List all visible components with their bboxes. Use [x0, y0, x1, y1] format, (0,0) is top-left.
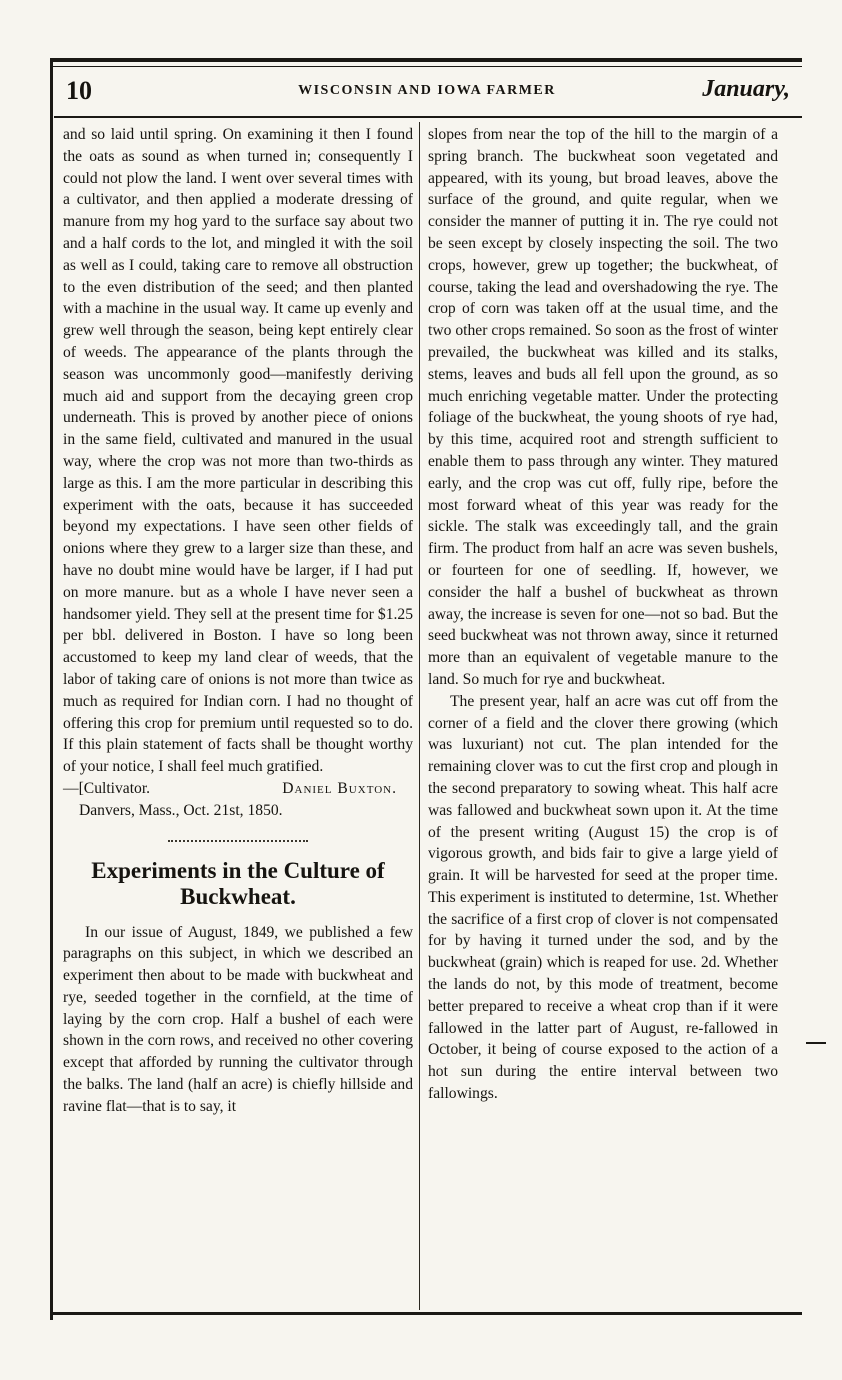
attribution-source: —[Cultivator. — [63, 779, 151, 797]
left-paragraph-2: In our issue of August, 1849, we published a few paragraphs on this subject, in which we described an experiment then about to be made with buckwheat and rye, seeded together in the cornfield, at the time of laying by the corn crop. Half a bushel of each were shown in the corn rows, and received no other covering except that afforded by running the cultivator through the balks. The land (half an acre) is chiefly hillside and ravine flat—that is to say, it — [63, 923, 413, 1115]
header-rule — [54, 116, 802, 118]
right-paragraph-1: slopes from near the top of the hill to the margin of a spring branch. The buckwheat soon vegetated and appeared, with its young, but broad leaves, above the surface of the ground, and quite regular, when we consider the manner of putting it in. The rye could not be seen except by closely inspecting the soil. The two crops, however, grew up together; the buckwheat, of course, taking the lead and overshadowing the rye. The crop of corn was taken off at the usual time, and the two other crops remained. So soon as the frost of winter prevailed, the buckwheat was killed and its stalks, stems, leaves and buds all fell upon the ground, as so much enriching vegetable matter. Under the protecting foliage of the buckwheat, the young shoots of rye had, by this time, acquired root and strength sufficient to enable them to pass through any winter. They matured early, and the crop was cut off, fully ripe, before the most forward wheat of this year was ready for the sickle. The stalk was exceedingly tall, and the grain firm. The product from half an acre was seven bushels, or fourteen for one of seedling. If, however, we consider the half a bushel of buckwheat as thrown away, the increase is seven for one—not so bad. But the seed buckwheat was not thrown away, since it returned more than an equivalent of vegetable manure to the land. So much for rye and buckwheat. — [428, 126, 778, 688]
bottom-rule — [50, 1312, 802, 1315]
running-date: January, — [702, 76, 790, 102]
left-paragraph-1: and so laid until spring. On examining it then I found the oats as sound as when turned in; consequently I could not plow the land. I went over several times with a cultivator, and then applied a moderate dressing of manure from my hog yard to the surface say about two and a half cords to the lot, and mingled it with the soil as well as I could, taking care to remove all obstruction to the even distribution of the seed; and then planted with a machine in the usual way. It came up evenly and grew well through the season, being kept entirely clear of weeds. The appearance of the plants through the season was uncommonly good—manifestly deriving much aid and support from the decaying green crop underneath. This is proved by another piece of onions in the same field, cultivated and manured in the usual way, where the crop was not more than two-thirds as large as this. I am the more particular in describing this experiment with the oats, because it has succeeded beyond my expectations. I have seen other fields of onions where they grew to a larger size than these, and have no doubt mine would have be larger, if I had put on more manure. but as a whole I have never seen a handsomer yield. They sell at the present time for $1.25 per bbl. delivered in Boston. I have so long been accustomed to keep my land clear of weeds, that the labor of taking care of onions is not more than twice as much as required for Indian corn. I had no thought of offering this crop for premium until requested so to do. If this plain statement of facts shall be thought worthy of your notice, I shall feel much gratified. — [63, 126, 413, 776]
page-number: 10 — [66, 76, 92, 105]
newspaper-page — [50, 58, 802, 1320]
right-paragraph-2: The present year, half an acre was cut off from the corner of a field and the clover there growing (which was luxuriant) not cut. The plan intended for the remaining clover was to cut the first crop and plough in the second preparatory to sowing wheat. This half acre was fallowed and buckwheat sown upon it. At the time of the present writing (August 15) the crop is of vigorous growth, and bids fair to give a large yield of grain. It will be harvested for seed at the proper time. This experiment is instituted to determine, 1st. Whether the sacrifice of a first crop of clover is not compensated for by having it turned under the sod, and by the buckwheat (grain) which is reaped for use. 2d. Whether the lands do not, by this mode of treatment, become better prepared to receive a wheat crop than if it were fallowed in the latter part of August, re-fallowed in October, it being of course exposed to the action of a hot sun during the entire interval between two fallowings. — [428, 692, 778, 1103]
page-header — [60, 74, 794, 108]
top-rule — [50, 58, 802, 62]
article-title: Experiments in the Culture of Buckwheat. — [91, 857, 385, 909]
attribution-name: Daniel Buxton. — [282, 779, 397, 797]
top-rule-thin — [50, 66, 802, 67]
left-border-rule — [50, 58, 53, 1320]
place-date: Danvers, Mass., Oct. 21st, 1850. — [79, 801, 283, 819]
margin-mark — [806, 1042, 826, 1044]
column-divider — [419, 122, 420, 1310]
running-title: WISCONSIN AND IOWA FARMER — [298, 83, 556, 98]
attribution-line — [63, 778, 413, 800]
right-column — [428, 124, 778, 1105]
left-column — [63, 124, 413, 1118]
ornament-divider — [168, 840, 308, 848]
